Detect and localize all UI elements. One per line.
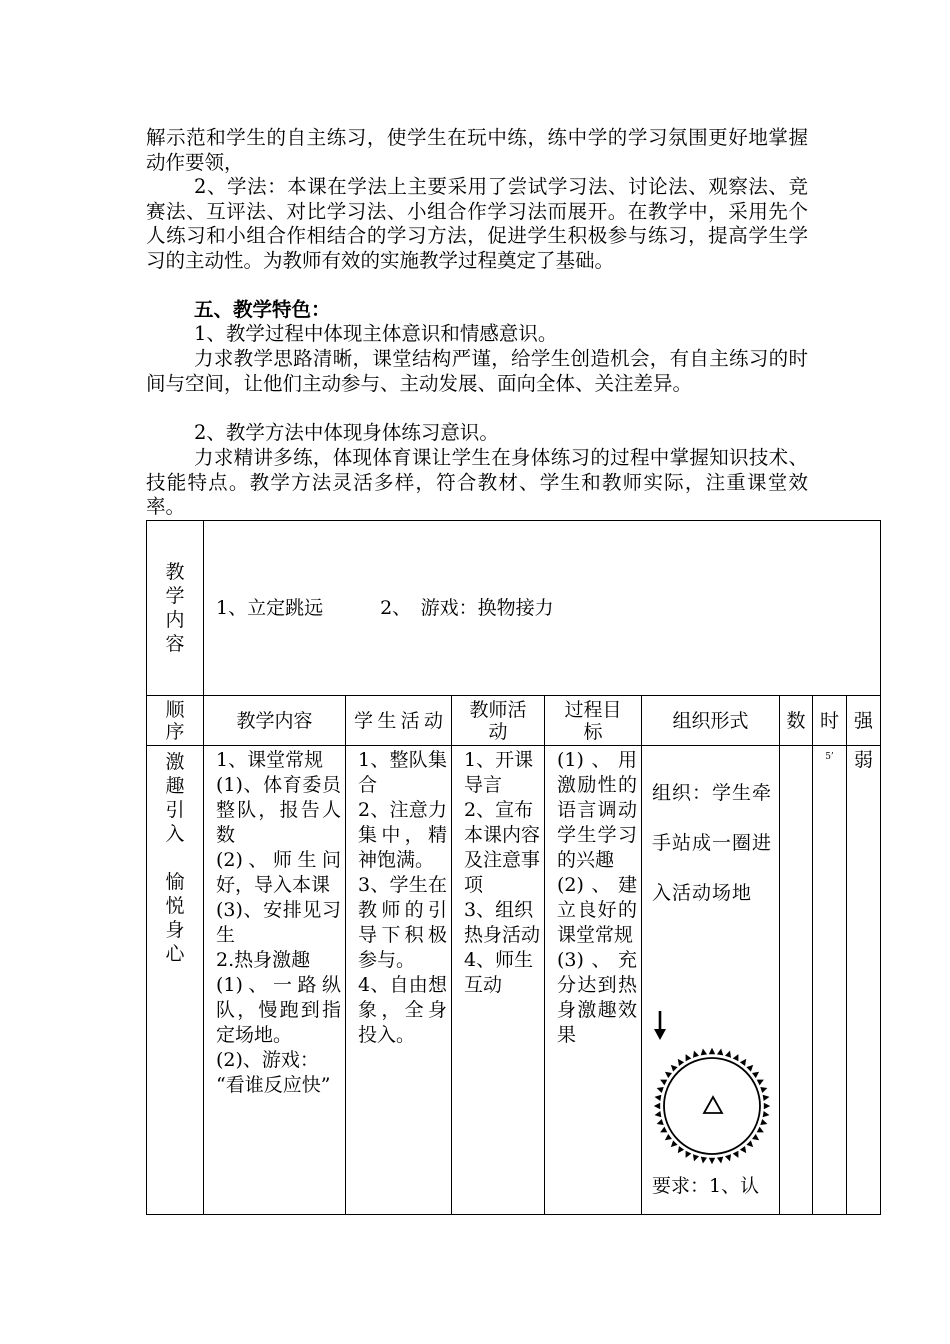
- sequence-text: 激趣引入 愉悦身心: [165, 751, 185, 965]
- cell-count: [780, 746, 813, 1215]
- content-value: 1、立定跳远 2、 游戏：换物接力: [216, 597, 554, 619]
- student-activity-text: 1、整队集合 2、注意力集中，精神饱满。 3、学生在教师的引导下积极参与。 4、自由想象，全身投入。: [358, 749, 447, 1046]
- paragraph-4: 力求教学思路清晰，课堂结构严谨，给学生创造机会，有自主练习的时间与空间，让他们主动参与、主动发展、面向全体、关注差异。: [146, 347, 808, 395]
- header-student-activity: 学生活动: [346, 696, 452, 746]
- paragraph-3: 1、教学过程中体现主体意识和情感意识。: [194, 322, 558, 345]
- paragraph-6: 力求精讲多练，体现体育课让学生在身体练习的过程中掌握知识技术、技能特点。教学方法灵活多样，符合教材、学生和教师实际，注重课堂效率。: [146, 446, 808, 518]
- teacher-activity-text: 1、开课导言 2、宣布本课内容及注意事项 3、组织热身活动 4、师生互动: [464, 749, 541, 996]
- header-intensity: 强: [847, 696, 881, 746]
- cell-organization: [642, 746, 780, 1215]
- process-goal-text: (1)、用激励性的语言调动学生学习的兴趣 (2)、建立良好的课堂常规 (3)、充分达到热身激趣效果: [557, 749, 637, 1046]
- cell-teaching-content: [204, 746, 346, 1215]
- content-label-cell: [147, 521, 204, 696]
- teacher-triangle-icon: [701, 1094, 725, 1116]
- header-teaching-content: 教学内容: [204, 696, 346, 746]
- paragraph-2: 2、学法：本课在学法上主要采用了尝试学习法、讨论法、观察法、竞赛法、互评法、对比学习法、小组合作学习法而展开。在教学中，采用先个人练习和小组合作相结合的学习方法，促进学生积极参与练习，提高学生学习的主动性。为教师有效的实施教学过程奠定了基础。: [146, 175, 808, 272]
- cell-student-activity: [346, 746, 452, 1215]
- content-value-cell: [204, 521, 881, 696]
- lesson-table: [146, 520, 881, 1215]
- organization-footer: 要求：1、认: [652, 1175, 760, 1197]
- down-arrow-icon: [652, 1009, 672, 1043]
- header-count: 数: [780, 696, 813, 746]
- paragraph-1: 解示范和学生的自主练习，使学生在玩中练，练中学的学习氛围更好地掌握动作要领，: [146, 126, 808, 174]
- paragraph-5: 2、教学方法中体现身体练习意识。: [194, 421, 499, 444]
- content-label: 教学内容: [165, 561, 185, 655]
- organization-text: 组织：学生牵手站成一圈进入活动场地: [652, 782, 773, 904]
- header-process-goal: 过程目标: [545, 696, 642, 746]
- header-teacher-activity: 教师活动: [452, 696, 545, 746]
- cell-intensity: 弱: [847, 746, 881, 1215]
- cell-process-goal: [545, 746, 642, 1215]
- header-sequence: 顺序: [147, 696, 204, 746]
- cell-time: 5’: [813, 746, 847, 1215]
- header-organization: 组织形式: [642, 696, 780, 746]
- cell-sequence: [147, 746, 204, 1215]
- section-heading: 五、教学特色：: [194, 298, 331, 321]
- header-time: 时: [813, 696, 847, 746]
- cell-teacher-activity: [452, 746, 545, 1215]
- teaching-content-text: 1、课堂常规 (1)、体育委员整队，报告人数 (2)、师生问好，导入本课 (3)、安排见习生 2.热身激趣 (1)、一路纵队，慢跑到指定场地。 (2)、游戏： “看谁反应快”: [216, 749, 341, 1096]
